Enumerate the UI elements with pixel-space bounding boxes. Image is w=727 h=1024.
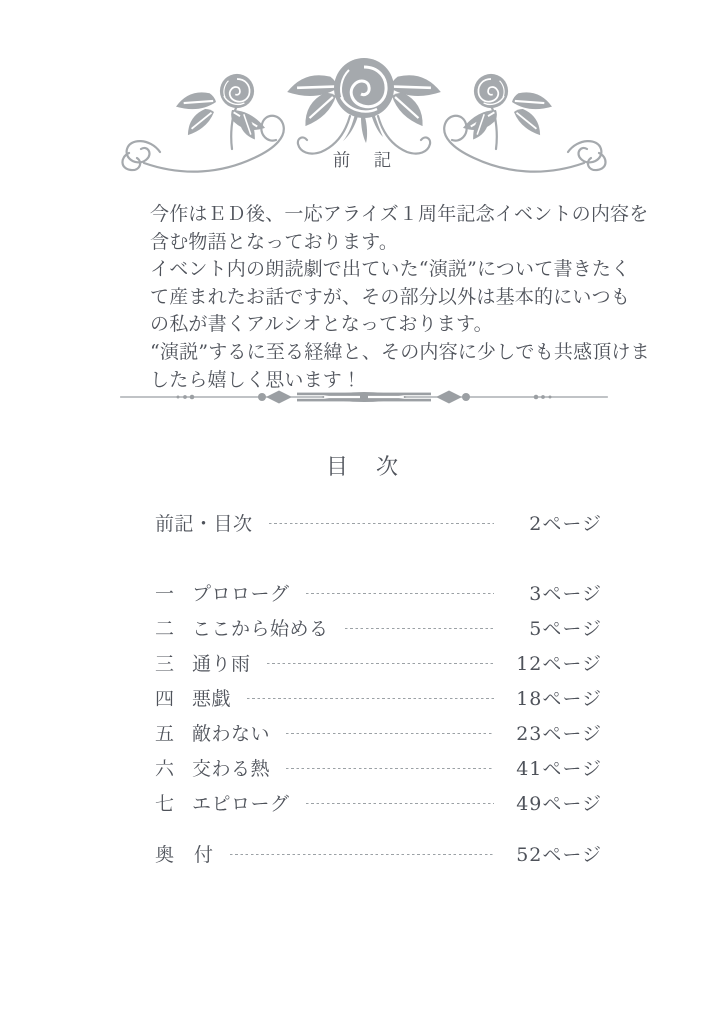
page-number: 49ページ [516,792,602,815]
page-number: 2ページ [529,512,602,535]
chapter-number: 二 [155,617,175,640]
toc-entry-back-matter [155,842,602,864]
chapter-title: プロローグ [192,582,290,605]
toc-entry-chapter [155,756,602,778]
chapter-number: 六 [155,757,175,780]
paragraph-line: したら嬉しく思います！ [150,368,362,391]
paragraph-line: イベント内の朗読劇で出ていた“演説”について書きたく [150,258,631,281]
toc-entry-chapter [155,581,602,603]
dotted-leader [306,593,494,594]
chapter-title: エピローグ [192,792,290,815]
preface-heading: 前 記 [332,151,395,171]
chapter-title: 悪戯 [192,687,232,710]
toc-entry-chapter [155,686,602,708]
dotted-leader [269,523,494,524]
toc-entry-front-matter [155,511,602,533]
page-number: 18ページ [516,687,602,710]
paragraph-line: 含む物語となっております。 [150,230,399,253]
toc-entry-label: 奥 付 [155,843,214,866]
dotted-leader [230,854,494,855]
chapter-title: 敵わない [192,722,271,745]
toc-entry-chapter [155,616,602,638]
chapter-number: 五 [155,722,175,745]
chapter-number: 一 [155,582,175,605]
toc-entry-chapter [155,721,602,743]
dotted-leader [286,733,494,734]
page-number: 5ページ [529,617,602,640]
paragraph-line: て産まれたお話ですが、その部分以外は基本的にいつも [150,285,631,308]
chapter-title: ここから始める [192,617,329,640]
dotted-leader [247,698,494,699]
dotted-leader [267,663,494,664]
toc-entry-chapter [155,791,602,813]
dotted-leader [345,628,494,629]
paragraph-line: の私が書くアルシオとなっております。 [150,313,493,336]
toc-heading: 目 次 [325,455,401,480]
dotted-leader [286,768,494,769]
page-number: 12ページ [516,652,602,675]
chapter-title: 通り雨 [192,652,251,675]
chapter-number: 四 [155,687,175,710]
toc-entry-chapter [155,651,602,673]
page-number: 23ページ [516,722,602,745]
chapter-title: 交わる熱 [192,757,271,780]
toc-chapter-list [155,581,602,813]
chapter-number: 七 [155,792,175,815]
preface-paragraph [150,201,650,394]
paragraph-line: “演説”するに至る経緯と、その内容に少しでも共感頂けま [150,340,650,363]
section-divider-icon [118,385,610,409]
toc-entry-label: 前記・目次 [155,512,253,535]
page-number: 3ページ [529,582,602,605]
page-number: 52ページ [516,843,602,866]
chapter-number: 三 [155,652,175,675]
dotted-leader [306,803,494,804]
page-number: 41ページ [516,757,602,780]
table-of-contents [155,511,602,864]
paragraph-line: 今作はＥＤ後、一応アライズ１周年記念イベントの内容を [150,203,649,225]
